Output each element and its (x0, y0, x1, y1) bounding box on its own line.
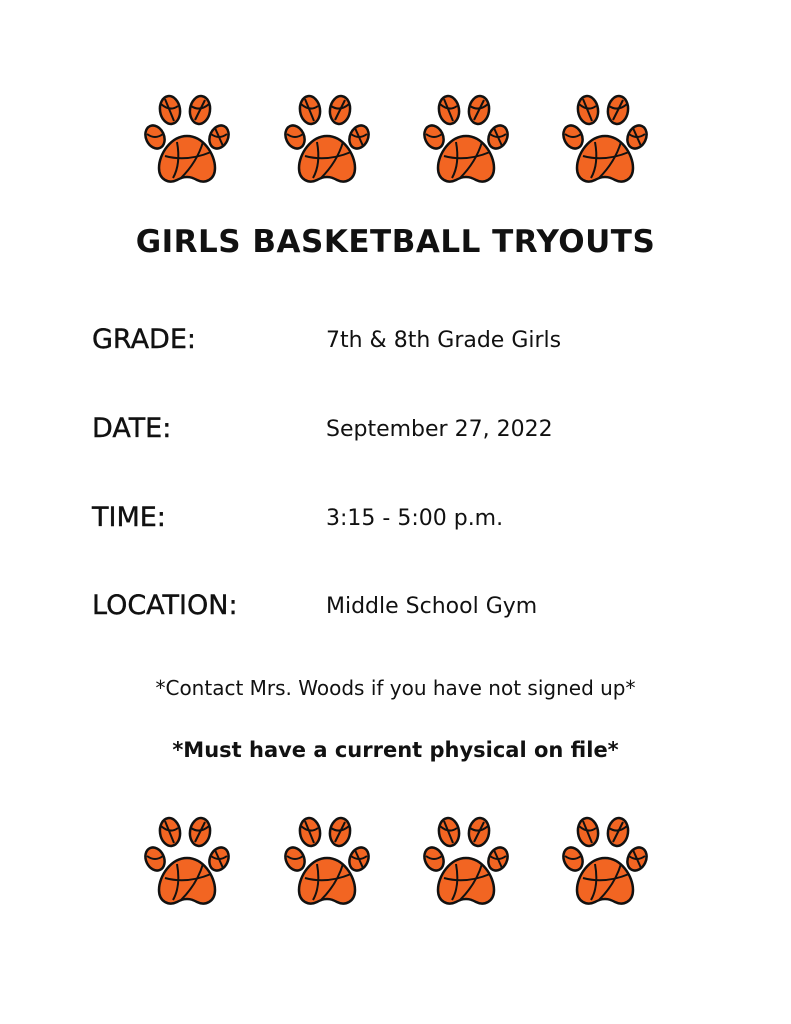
time-value: 3:15 - 5:00 p.m. (326, 506, 504, 531)
date-value: September 27, 2022 (326, 417, 553, 442)
location-row (92, 590, 732, 634)
date-row (92, 413, 732, 457)
basketball-paw-icon (559, 814, 651, 910)
location-value: Middle School Gym (326, 594, 538, 619)
basketball-paw-icon (281, 814, 373, 910)
basketball-paw-icon (420, 92, 512, 188)
physical-note: *Must have a current physical on file* (172, 738, 619, 762)
date-label: DATE: (92, 413, 172, 444)
time-row (92, 502, 732, 546)
basketball-paw-icon (141, 814, 233, 910)
top-paw-row (0, 92, 791, 188)
time-label: TIME: (92, 502, 166, 533)
grade-value: 7th & 8th Grade Girls (326, 328, 562, 353)
basketball-paw-icon (559, 92, 651, 188)
bottom-paw-row (0, 814, 791, 910)
location-label: LOCATION: (92, 590, 238, 621)
page-title: GIRLS BASKETBALL TRYOUTS (135, 224, 656, 260)
basketball-paw-icon (281, 92, 373, 188)
basketball-paw-icon (141, 92, 233, 188)
grade-row (92, 324, 732, 368)
grade-label: GRADE: (92, 324, 197, 355)
contact-note: *Contact Mrs. Woods if you have not signed up* (155, 676, 636, 700)
basketball-paw-icon (420, 814, 512, 910)
